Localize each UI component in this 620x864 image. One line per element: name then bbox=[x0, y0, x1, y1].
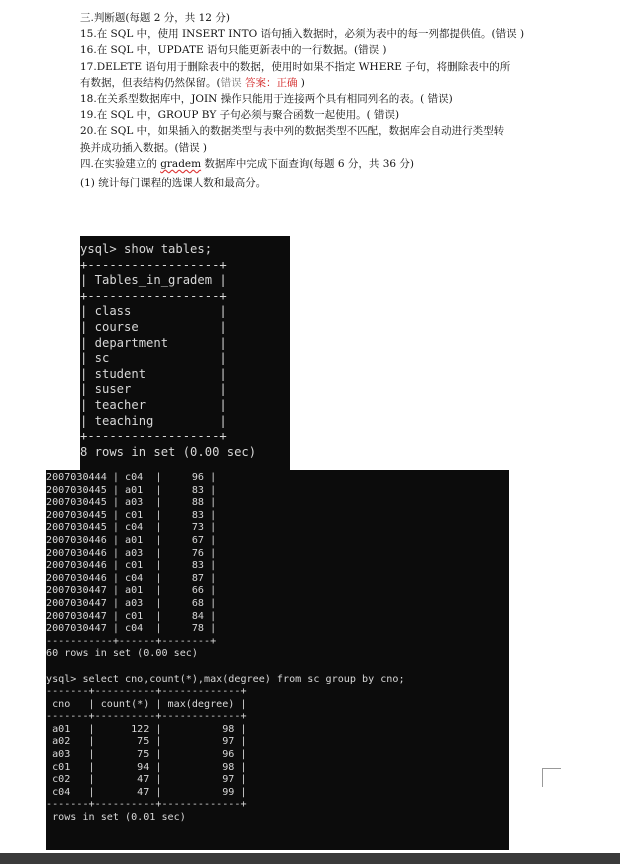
question-17-text: 有数据，但表结构仍然保留。( bbox=[80, 76, 221, 89]
terminal-line: 2007030447 | a01 | 66 | bbox=[46, 585, 217, 597]
terminal-line: 2007030446 | c01 | 83 | bbox=[46, 560, 217, 572]
terminal-line: 8 rows in set (0.00 sec) bbox=[80, 444, 257, 459]
terminal-line: | Tables_in_gradem | bbox=[80, 273, 227, 288]
terminal-screenshot-show-tables bbox=[80, 236, 290, 474]
terminal-line: cno | count(*) | max(degree) | bbox=[46, 698, 247, 710]
question-15: 15.在 SQL 中，使用 INSERT INTO 语句插入数据时，必须为表中的每一列都提供值。(错误 ) bbox=[80, 28, 525, 41]
terminal-line: 2007030446 | c04 | 87 | bbox=[46, 572, 217, 584]
terminal-line: 2007030446 | a01 | 67 | bbox=[46, 534, 217, 546]
terminal-line: | teaching | bbox=[80, 413, 227, 428]
page-corner-mark bbox=[542, 768, 561, 787]
section4-post: 数据库中完成下面查询(每题 6 分，共 36 分) bbox=[201, 157, 415, 170]
question-17-line1: 17.DELETE 语句用于删除表中的数据，使用时如果不指定 WHERE 子句，将删除表中的所 bbox=[80, 60, 511, 73]
question-19: 19.在 SQL 中，GROUP BY 子句必须与聚合函数一起使用。( 错误) bbox=[80, 109, 400, 122]
terminal-line: 2007030447 | c04 | 78 | bbox=[46, 623, 217, 635]
terminal-line: c04 | 47 | 99 | bbox=[46, 786, 247, 798]
terminal-line: 60 rows in set (0.00 sec) bbox=[46, 648, 198, 660]
terminal-line: 2007030445 | c01 | 83 | bbox=[46, 509, 217, 521]
terminal-line: +------------------+ bbox=[80, 288, 227, 303]
terminal-line: ysql> show tables; bbox=[80, 242, 213, 256]
terminal-line: | class | bbox=[80, 304, 227, 319]
terminal-line: ysql> select cno,count(*),max(degree) from sc group by cno; bbox=[46, 673, 405, 685]
question-17-mark: 错误 bbox=[220, 76, 242, 89]
terminal-line: -------+----------+-------------+ bbox=[46, 799, 247, 811]
terminal-line: 2007030444 | c04 | 96 | bbox=[46, 472, 217, 483]
section4-db-name: gradem bbox=[160, 157, 202, 170]
question-17-end: ) bbox=[297, 76, 305, 89]
terminal-line: a01 | 122 | 98 | bbox=[46, 723, 247, 735]
terminal-line bbox=[46, 661, 509, 674]
section4-pre: 四.在实验建立的 bbox=[80, 157, 161, 170]
subquestion-1: (1) 统计每门课程的选课人数和最高分。 bbox=[80, 177, 267, 190]
question-20-line1: 20.在 SQL 中，如果插入的数据类型与表中列的数据类型不匹配，数据库会自动进行类型转 bbox=[80, 125, 505, 138]
terminal-line: 2007030446 | a03 | 76 | bbox=[46, 547, 217, 559]
terminal-line: +------------------+ bbox=[80, 257, 227, 272]
terminal-line: | teacher | bbox=[80, 397, 227, 412]
terminal-line: a02 | 75 | 97 | bbox=[46, 736, 247, 748]
question-20-line2: 换并成功插入数据。(错误 ) bbox=[80, 141, 208, 154]
terminal-line: -------+----------+-------------+ bbox=[46, 711, 247, 723]
terminal-line: rows in set (0.01 sec) bbox=[46, 812, 186, 824]
terminal-line: 2007030445 | a01 | 83 | bbox=[46, 484, 217, 496]
bottom-bar bbox=[0, 853, 620, 864]
terminal-line: | student | bbox=[80, 366, 227, 381]
section3-title: 三.判断题(每题 2 分，共 12 分) bbox=[80, 12, 230, 24]
terminal-line: | suser | bbox=[80, 382, 227, 397]
question-17-line2 bbox=[80, 75, 550, 91]
terminal-line: | department | bbox=[80, 335, 227, 350]
terminal-line: -----------+------+--------+ bbox=[46, 635, 217, 647]
terminal-line: 2007030445 | a03 | 88 | bbox=[46, 497, 217, 509]
question-16: 16.在 SQL 中，UPDATE 语句只能更新表中的一行数据。(错误 ) bbox=[80, 44, 387, 57]
terminal-line: -------+----------+-------------+ bbox=[46, 686, 247, 698]
terminal-line: | sc | bbox=[80, 351, 227, 366]
document-text bbox=[80, 10, 550, 191]
terminal-line: c01 | 94 | 98 | bbox=[46, 761, 247, 773]
terminal-line: c02 | 47 | 97 | bbox=[46, 774, 247, 786]
terminal-line: 2007030445 | c04 | 73 | bbox=[46, 522, 217, 534]
question-18: 18.在关系型数据库中，JOIN 操作只能用于连接两个具有相同列名的表。( 错误) bbox=[80, 93, 453, 106]
terminal-line: a03 | 75 | 96 | bbox=[46, 749, 247, 761]
terminal-line: 2007030447 | c01 | 84 | bbox=[46, 610, 217, 622]
terminal-line: +------------------+ bbox=[80, 429, 227, 444]
terminal-line: 2007030447 | a03 | 68 | bbox=[46, 597, 217, 609]
terminal-line: | course | bbox=[80, 319, 227, 334]
question-17-answer: 答案：正确 bbox=[244, 76, 298, 89]
terminal-screenshot-query-result bbox=[46, 470, 509, 850]
section4-title bbox=[80, 156, 550, 172]
